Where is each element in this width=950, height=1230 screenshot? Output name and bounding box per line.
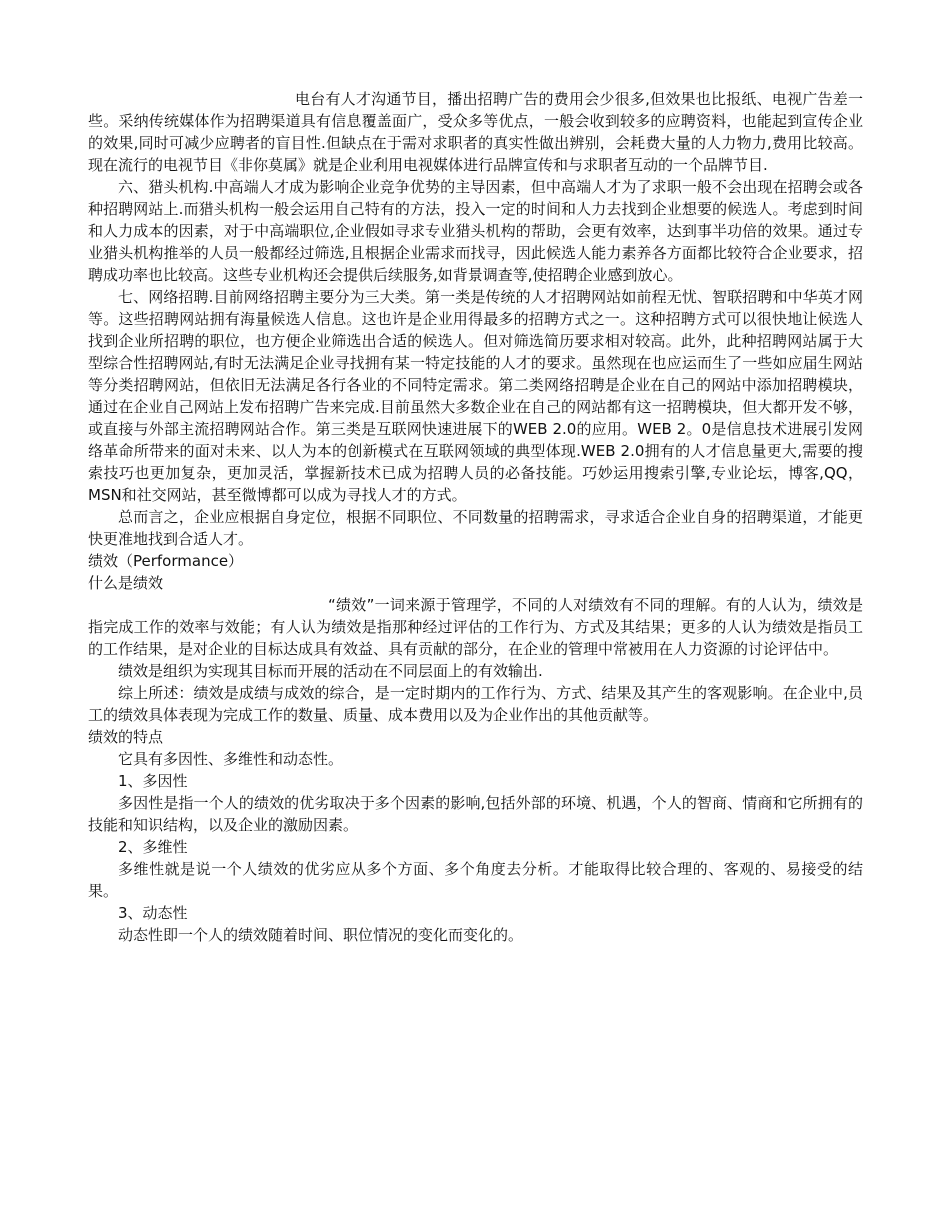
subheading-multi-dimension: 2、多维性 xyxy=(118,838,188,856)
paragraph-performance-definition: “绩效”一词来源于管理学，不同的人对绩效有不同的理解。有的人认为，绩效是指完成工作的效率与效能；有人认为绩效是指那种经过评估的工作行为、方式及其结果；更多的人认为绩效是指员工的工作结果，是对企业的目标达成具有效益、具有贡献的部分，在企业的管理中常被用在人力资源的讨论评估中。 xyxy=(88,596,863,658)
heading-performance: 绩效（Performance） xyxy=(88,552,244,570)
paragraph-performance-conclusion: 综上所述：绩效是成绩与成效的综合，是一定时期内的工作行为、方式、结果及其产生的客观影响。在企业中,员工的绩效具体表现为完成工作的数量、质量、成本费用以及为企业作出的其他贡献等。 xyxy=(88,684,863,724)
paragraph-multi-dimension: 多维性就是说一个人绩效的优劣应从多个方面、多个角度去分析。才能取得比较合理的、客观的、易接受的结果。 xyxy=(88,860,863,900)
subheading-dynamic: 3、动态性 xyxy=(118,904,188,922)
paragraph-performance-output: 绩效是组织为实现其目标而开展的活动在不同层面上的有效输出. xyxy=(118,662,543,680)
paragraph-features-intro: 它具有多因性、多维性和动态性。 xyxy=(118,750,344,768)
heading-performance-features: 绩效的特点 xyxy=(88,728,164,746)
paragraph-dynamic: 动态性即一个人的绩效随着时间、职位情况的变化而变化的。 xyxy=(118,926,524,944)
paragraph-media-recruitment: 电台有人才沟通节目，播出招聘广告的费用会少很多,但效果也比报纸、电视广告差一些。采纳传统媒体作为招聘渠道具有信息覆盖面广，受众多等优点，一般会收到较多的应聘资料，也能起到宣传企业的效果,同时可减少应聘者的盲目性.但缺点在于需对求职者的真实性做出辨别，会耗费大量的人力物力,费用比较高。现在流行的电视节目《非你莫属》就是企业利用电视媒体进行品牌宣传和与求职者互动的一个品牌节目. xyxy=(88,90,863,174)
paragraph-multi-factor: 多因性是指一个人的绩效的优劣取决于多个因素的影响,包括外部的环境、机遇，个人的智商、情商和它所拥有的技能和知识结构，以及企业的激励因素。 xyxy=(88,794,863,834)
document-page xyxy=(88,88,863,946)
subheading-multi-factor: 1、多因性 xyxy=(118,772,188,790)
paragraph-summary: 总而言之，企业应根据自身定位，根据不同职位、不同数量的招聘需求，寻求适合企业自身的招聘渠道，才能更快更准地找到合适人才。 xyxy=(88,508,863,548)
paragraph-online-recruitment: 七、网络招聘.目前网络招聘主要分为三大类。第一类是传统的人才招聘网站如前程无忧、智联招聘和中华英才网等。这些招聘网站拥有海量候选人信息。这也许是企业用得最多的招聘方式之一。这种招聘方式可以很快地让候选人找到企业所招聘的职位，也方便企业筛选出合适的候选人。但对筛选简历要求相对较高。此外，此种招聘网站属于大型综合性招聘网站,有时无法满足企业寻找拥有某一特定技能的人才的要求。虽然现在也应运而生了一些如应届生网站等分类招聘网站，但依旧无法满足各行各业的不同特定需求。第二类网络招聘是企业在自己的网站中添加招聘模块，通过在企业自己网站上发布招聘广告来完成.目前虽然大多数企业在自己的网站都有这一招聘模块，但大都开发不够，或直接与外部主流招聘网站合作。第三类是互联网快速进展下的WEB 2.0的应用。WEB 2。0是信息技术进展引发网络革命所带来的面对未来、以人为本的创新模式在互联网领域的典型体现.WEB 2.0拥有的人才信息量更大,需要的搜索技巧也更加复杂，更加灵活，掌握新技术已成为招聘人员的必备技能。巧妙运用搜索引擎,专业论坛，博客,QQ，MSN和社交网站，甚至微博都可以成为寻找人才的方式。 xyxy=(88,288,863,504)
paragraph-headhunter: 六、猎头机构.中高端人才成为影响企业竞争优势的主导因素，但中高端人才为了求职一般不会出现在招聘会或各种招聘网站上.而猎头机构一般会运用自己特有的方法，投入一定的时间和人力去找到企业想要的候选人。考虑到时间和人力成本的因素，对于中高端职位,企业假如寻求专业猎头机构的帮助，会更有效率，达到事半功倍的效果。通过专业猎头机构推举的人员一般都经过筛选,且根据企业需求而找寻，因此候选人能力素养各方面都比较符合企业要求，招聘成功率也比较高。这些专业机构还会提供后续服务,如背景调查等,使招聘企业感到放心。 xyxy=(88,178,863,284)
heading-what-is-performance: 什么是绩效 xyxy=(88,574,164,592)
